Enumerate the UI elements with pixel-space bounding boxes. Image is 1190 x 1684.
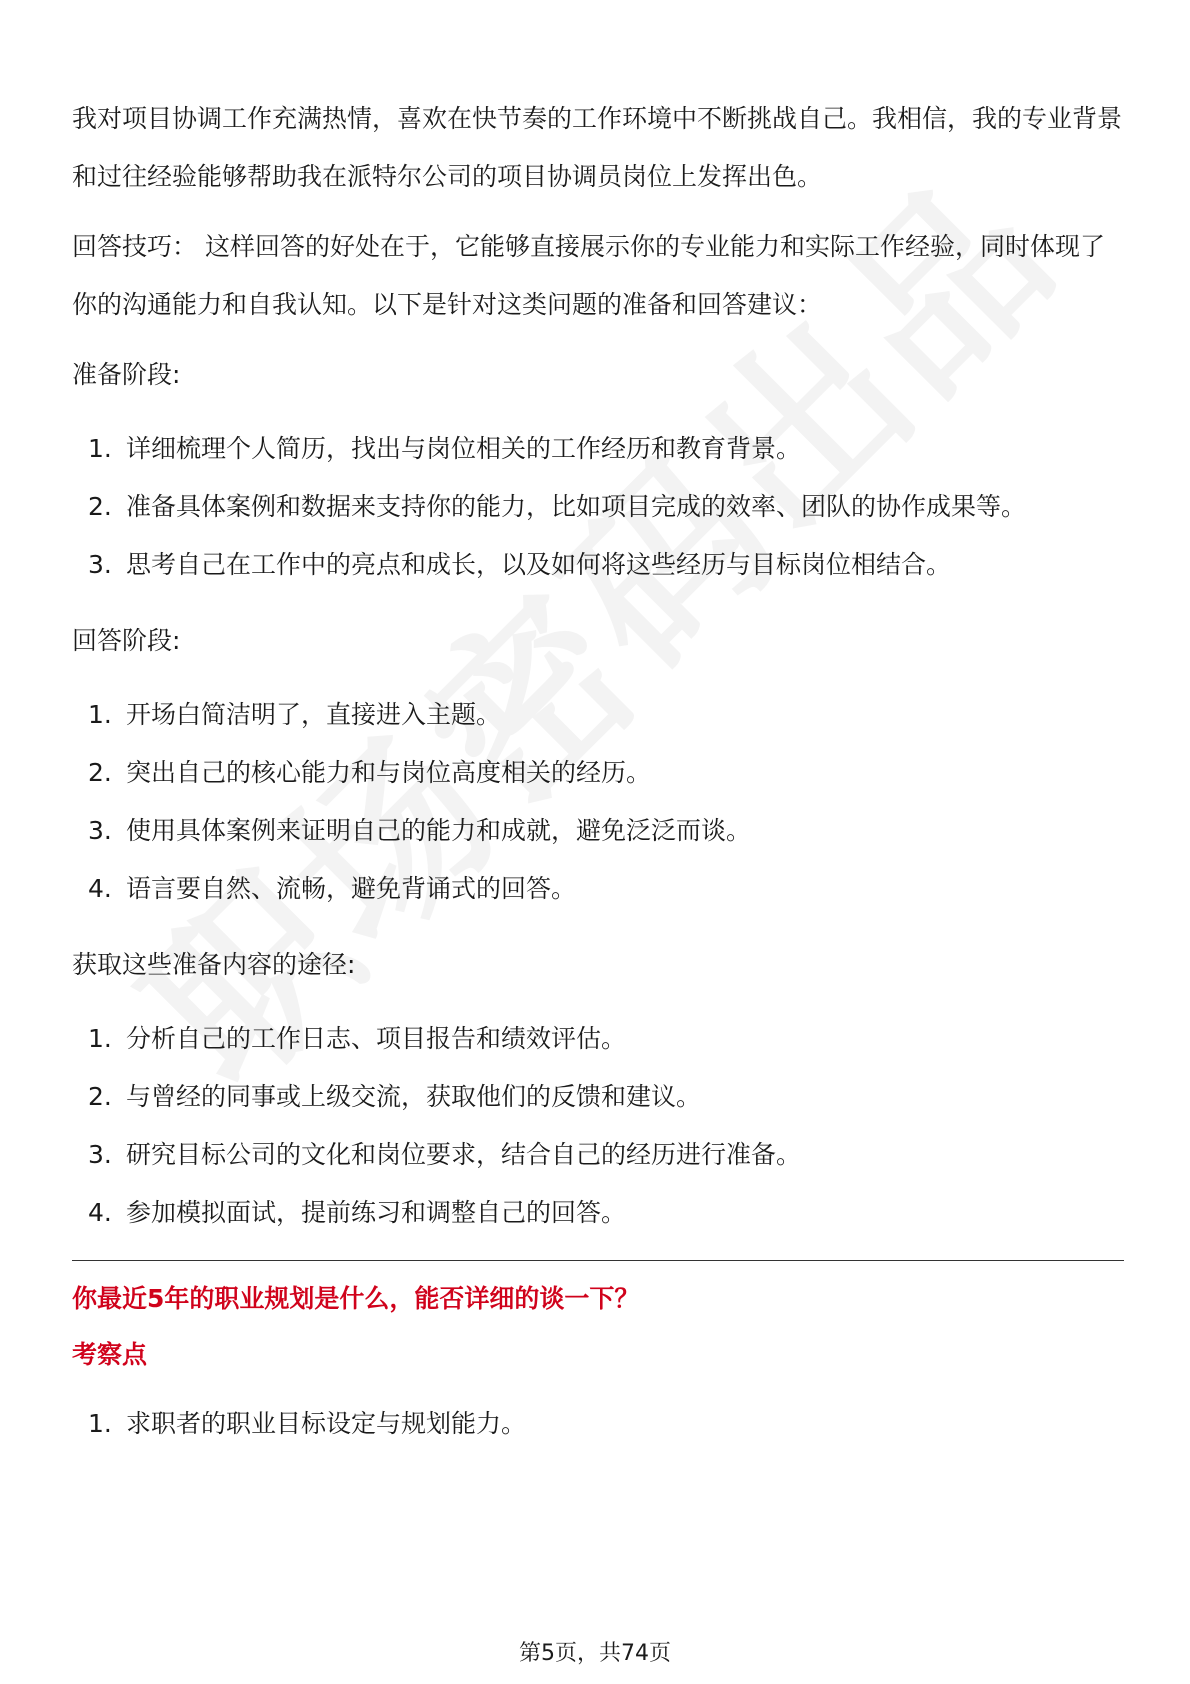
list-item [72, 686, 1122, 744]
page-content [72, 90, 1122, 1471]
list-item-text: 准备具体案例和数据来支持你的能力，比如项目完成的效率、团队的协作成果等。 [126, 492, 1027, 521]
list-number: 3. [88, 550, 112, 579]
list-item-text: 思考自己在工作中的亮点和成长，以及如何将这些经历与目标岗位相结合。 [126, 550, 952, 579]
list-number: 4. [88, 874, 112, 903]
prepare-list [72, 420, 1122, 594]
list-number: 3. [88, 1140, 112, 1169]
answer-list [72, 686, 1122, 918]
list-item [72, 478, 1122, 536]
list-number: 1. [88, 1409, 112, 1438]
list-item [72, 1068, 1122, 1126]
question-title: 你最近5年的职业规划是什么，能否详细的谈一下？ [72, 1284, 640, 1313]
list-item-text: 突出自己的核心能力和与岗位高度相关的经历。 [126, 758, 652, 787]
list-number: 1. [88, 434, 112, 463]
list-item [72, 1126, 1122, 1184]
list-item [72, 536, 1122, 594]
list-item [72, 1184, 1122, 1242]
list-item-text: 求职者的职业目标设定与规划能力。 [126, 1409, 527, 1438]
list-item-text: 分析自己的工作日志、项目报告和绩效评估。 [126, 1024, 627, 1053]
page-footer: 第5页，共74页 [519, 1641, 671, 1666]
list-number: 3. [88, 816, 112, 845]
list-number: 1. [88, 700, 112, 729]
list-item-text: 参加模拟面试，提前练习和调整自己的回答。 [126, 1198, 627, 1227]
list-item-text: 开场白简洁明了，直接进入主题。 [126, 700, 502, 729]
intro-paragraph-1: 我对项目协调工作充满热情，喜欢在快节奏的工作环境中不断挑战自己。我相信，我的专业背景和过往经验能够帮助我在派特尔公司的项目协调员岗位上发挥出色。 [72, 104, 1123, 191]
list-item [72, 1395, 1122, 1453]
list-item [72, 802, 1122, 860]
list-item-text: 与曾经的同事或上级交流，获取他们的反馈和建议。 [126, 1082, 702, 1111]
question-subtitle: 考察点 [72, 1340, 148, 1369]
list-number: 2. [88, 1082, 112, 1111]
list-number: 2. [88, 492, 112, 521]
list-number: 2. [88, 758, 112, 787]
list-item-text: 详细梳理个人简历，找出与岗位相关的工作经历和教育背景。 [126, 434, 802, 463]
section-label-prepare: 准备阶段: [72, 360, 181, 389]
list-item [72, 1010, 1122, 1068]
list-number: 1. [88, 1024, 112, 1053]
sources-list [72, 1010, 1122, 1242]
intro-paragraph-2: 回答技巧： 这样回答的好处在于，它能够直接展示你的专业能力和实际工作经验，同时体现了你的沟通能力和自我认知。以下是针对这类问题的准备和回答建议： [72, 232, 1105, 319]
list-item [72, 860, 1122, 918]
question-points-list [72, 1395, 1122, 1453]
list-item-text: 语言要自然、流畅，避免背诵式的回答。 [126, 874, 577, 903]
section-divider [72, 1260, 1124, 1261]
list-item-text: 研究目标公司的文化和岗位要求，结合自己的经历进行准备。 [126, 1140, 802, 1169]
section-label-sources: 获取这些准备内容的途径: [72, 950, 356, 979]
list-number: 4. [88, 1198, 112, 1227]
list-item [72, 744, 1122, 802]
list-item-text: 使用具体案例来证明自己的能力和成就，避免泛泛而谈。 [126, 816, 752, 845]
list-item [72, 420, 1122, 478]
section-label-answer: 回答阶段: [72, 626, 181, 655]
